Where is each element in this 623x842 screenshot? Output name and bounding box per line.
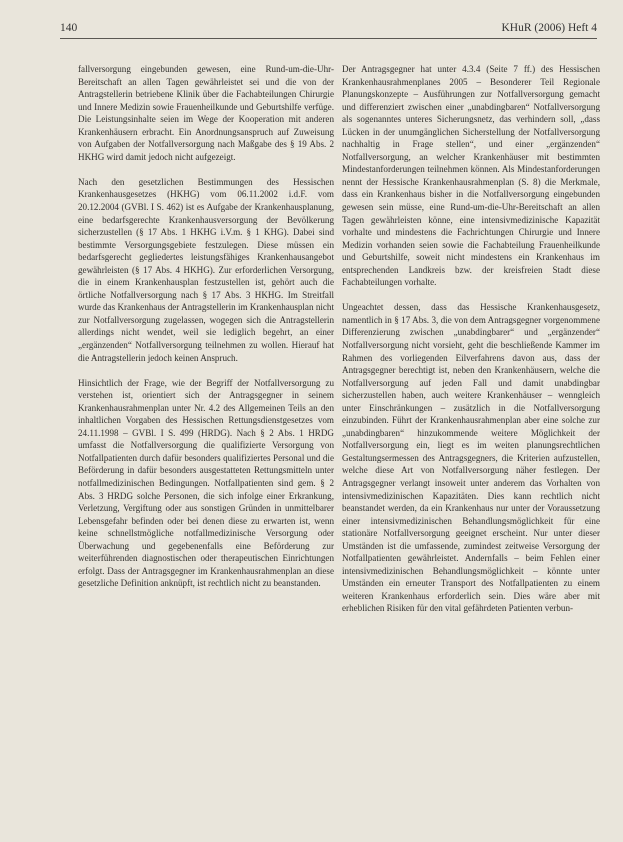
- paragraph: Hinsichtlich der Frage, wie der Begriff der Notfallversorgung zu verstehen ist, orientiert sich der Antragsgegner in seinem Krankenhausrahmenplan unter Nr. 4.2 des Allgemeinen Teils an den inhaltlichen Vorgaben des Hessischen Rettungsdienstgesetzes vom 24.11.1998 – GVBl. I S. 499 (HRDG). Nach § 2 Abs. 1 HRDG umfasst die Notfallversorgung die qualifizierte Versorgung von Notfallpatienten durch dafür besonders qualifiziertes Personal und die Beförderung in dafür besonders ausgestatteten Rettungsmitteln unter notfallmedizinischen Bedingungen. Notfallpatienten sind gem. § 2 Abs. 3 HRDG solche Personen, die sich infolge einer Erkrankung, Verletzung, Vergiftung oder aus sonstigen Gründen in unmittelbarer Lebensgefahr befinden oder bei denen diese zu erwarten ist, wenn keine schnellstmögliche notfallmedizinische Versorgung oder Überwachung und gegebenenfalls eine Beförderung zur weiterführenden diagnostischen oder therapeutischen Einrichtungen erfolgt. Dass der Antragsgegner im Krankenhausrahmenplan an diese gesetzliche Definition anknüpft, ist rechtlich nicht zu beanstanden.: [78, 377, 334, 589]
- right-column: [342, 63, 600, 628]
- paragraph: Ungeachtet dessen, dass das Hessische Krankenhausgesetz, namentlich in § 17 Abs. 3, die von dem Antragsgegner vorgenommene Differenzierung zwischen „unabdingbarer“ und „ergänzender“ Notfallversorgung nicht vorsieht, geht die beschließende Kammer im Rahmen des vorliegenden Eilverfahrens davon aus, dass der Antragsgegner berechtigt ist, neben den Krankenhäusern, welche die Notfallversorgung auf jeden Fall und damit unabdingbar sicherzustellen haben, auch weitere Krankenhäuser – wenngleich unter Einschränkungen – zusätzlich in die Notfallversorgung einzubinden. Führt der Krankenhausrahmenplan aber eine solche zur „unabdingbaren“ hinzukommende weitere Möglichkeit der Notfallversorgung ein, liegt es im weiten planungsrechtlichen Gestaltungsermessen des Antragsgegners, die Kriterien aufzustellen, welche diese Art von Notfallversorgung näher festlegen. Der Antragsgegner verlangt insoweit unter anderem das Vorhalten von intensivmedizinischen Kapazitäten. Dies kann rechtlich nicht beanstandet werden, da ein Krankenhaus nur unter der Voraussetzung einer intensivmedizinischen Behandlungsmöglichkeit für eine stationäre Notfallversorgung geeignet erscheint. Nur unter dieser Umständen ist die umfassende, zumindest zeitweise Versorgung der Notfallpatienten gewährleistet. Andernfalls – beim Fehlen einer intensivmedizinischen Behandlungsmöglichkeit – könnte unter Umständen ein erneuter Transport des Notfallpatienten zu einem weiteren Krankenhaus erforderlich sein. Dies wäre aber mit erheblichen Risiken für den vital gefährdeten Patienten verbun-: [342, 302, 600, 614]
- paragraph: Der Antragsgegner hat unter 4.3.4 (Seite 7 ff.) des Hessischen Krankenhausrahmenplanes 2005 – Besonderer Teil Regionale Planungskonzepte – Ausführungen zur Notfallversorgung gemacht und differenziert zwischen einer „unabdingbaren“ Notfallversorgung als sogenanntes unteres Sicherungsnetz, das verhindern soll, „dass Lücken in der unumgänglichen Sicherstellung der Notfallversorgung nachhaltig in Frage stellen“, und einer „ergänzenden“ Notfallversorgung, an welcher Krankenhäuser mit bestimmten Mindestanforderungen teilnehmen können. Als Mindestanforderungen nennt der Hessische Krankenhausrahmenplan (S. 8) die Merkmale, dass ein Krankenhaus bisher in die Notfallversorgung eingebunden gewesen sein müsse, eine Rund-um-die-Uhr-Bereitschaft an allen Tagen gewährleisten könne, eine intensivmedizinische Kapazität vorhalte und mindestens die Fachrichtungen Chirurgie und Innere Medizin vorhanden seien sowie die Fachabteilung Frauenheilkunde und Geburtshilfe, soweit nicht mindestens ein Krankenhaus im entsprechenden Landkreis bzw. der kreisfreien Stadt diese Fachabteilungen vorhalte.: [342, 64, 600, 288]
- page-number: 140: [60, 22, 78, 34]
- paragraph: fallversorgung eingebunden gewesen, eine Rund-um-die-Uhr-Bereitschaft an allen Tagen gewährleistet sei und die von der Antragstellerin betriebene Klinik über die Fachabteilungen Chirurgie und Innere Medizin sowie Frauenheilkunde und Geburtshilfe verfüge. Die Leistungsinhalte seien im Wege der Kooperation mit anderen Krankenhäusern erbracht. Ein Anordnungsanspruch auf Zuweisung von Aufgaben der Notfallversorgung nach Maßgabe des § 19 Abs. 2 HKHG wird damit jedoch nicht aufgezeigt.: [78, 64, 334, 162]
- paragraph: Nach den gesetzlichen Bestimmungen des Hessischen Krankenhausgesetzes (HKHG) vom 06.11.2002 i.d.F. vom 20.12.2004 (GVBl. I S. 462) ist es Aufgabe der Krankenhausplanung, eine bedarfsgerechte Krankenhausversorgung der Bevölkerung sicherzustellen (§ 17 Abs. 1 HKHG i.V.m. § 1 KHG). Dabei sind bestimmte Versorgungsgebiete festzulegen. Diese müssen ein bedarfsgerecht gegliedertes leistungsfähiges Krankenhausangebot gewährleisten (§ 17 Abs. 4 HKHG). Zur erforderlichen Versorgung, die in einem Krankenhausplan festzustellen ist, gehört auch die örtliche Notfallversorgung nach § 17 Abs. 3 HKHG. Im Streitfall wurde das Krankenhaus der Antragstellerin im Krankenhausplan nicht zur Notfallversorgung zugelassen, wogegen sich die Antragstellerin allerdings nicht wendet, weil sie lediglich begehrt, an einer „ergänzenden“ Notfallversorgung teilnehmen zu wollen. Hierauf hat die Antragstellerin jedoch keinen Anspruch.: [78, 176, 334, 363]
- page-header: [60, 22, 597, 36]
- left-column: [78, 63, 334, 602]
- header-rule: [60, 38, 597, 39]
- journal-reference: KHuR (2006) Heft 4: [501, 22, 597, 34]
